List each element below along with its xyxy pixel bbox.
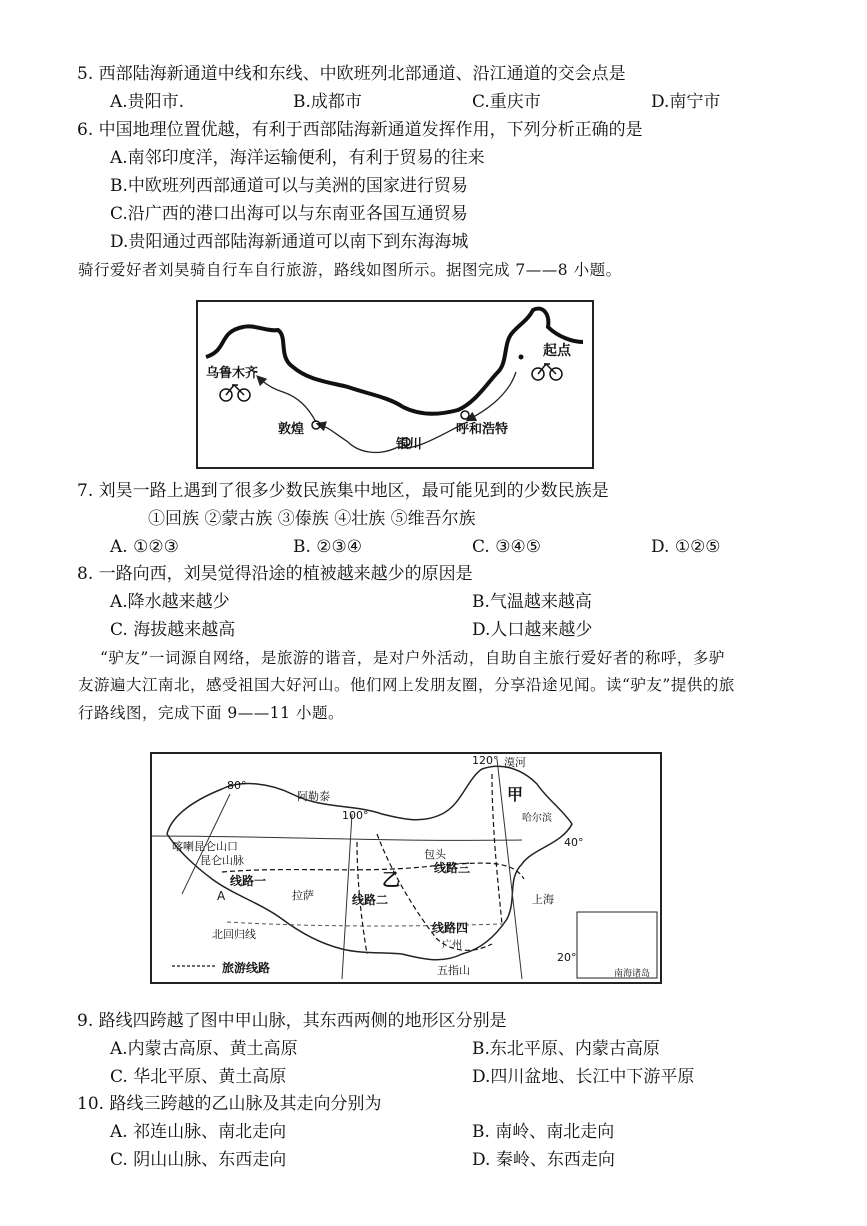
lon-120-label: 120° (472, 754, 499, 767)
yi-label: 乙 (382, 870, 400, 891)
karakoram-pass-label: 喀喇昆仑山口 (172, 840, 238, 853)
q8-stem: 8. 一路向西，刘昊觉得沿途的植被越来越少的原因是 (77, 564, 473, 584)
cycling-route-map (196, 300, 594, 469)
q7-items: ①回族 ②蒙古族 ③傣族 ④壮族 ⑤维吾尔族 (148, 509, 476, 529)
q5-option-c: C.重庆市 (472, 92, 541, 112)
lon-100-label: 100° (342, 809, 369, 822)
lead-9-11-line1: “驴友”一词源自网络，是旅游的谐音，是对户外活动，自助自主旅行爱好者的称呼，多驴 (100, 649, 725, 667)
urumqi-label: 乌鲁木齐 (206, 366, 259, 381)
route-1-label: 线路一 (230, 874, 267, 888)
q7-option-c: C. ③④⑤ (472, 537, 541, 557)
cycling-route-drawing (198, 302, 592, 467)
q10-option-b: B. 南岭、南北走向 (472, 1122, 615, 1142)
q6-option-c: C.沿广西的港口出海可以与东南亚各国互通贸易 (110, 204, 468, 224)
q10-option-d: D. 秦岭、东西走向 (472, 1150, 615, 1170)
dunhuang-label: 敦煌 (278, 422, 305, 437)
point-a-label: A (217, 889, 226, 903)
kunlun-label: 昆仑山脉 (200, 854, 244, 867)
q5-option-b: B.成都市 (293, 92, 362, 112)
travel-route-map (150, 752, 662, 984)
lon-80-label: 80° (227, 779, 247, 792)
q7-option-a: A. ①②③ (110, 537, 179, 557)
q8-option-d: D.人口越来越少 (472, 620, 593, 640)
q10-stem: 10. 路线三跨越的乙山脉及其走向分别为 (77, 1094, 382, 1114)
q8-option-c: C. 海拔越来越高 (110, 620, 236, 640)
route-2-label: 线路二 (352, 893, 389, 907)
lat-20-label: 20° (557, 951, 577, 964)
q9-option-c: C. 华北平原、黄土高原 (110, 1067, 287, 1087)
q6-option-a: A.南邻印度洋，海洋运输便利，有利于贸易的往来 (110, 148, 485, 168)
baotou-label: 包头 (424, 848, 446, 861)
route-4-label: 线路四 (432, 921, 469, 935)
lhasa-label: 拉萨 (292, 889, 314, 902)
lead-9-11-line3: 行路线图，完成下面 9——11 小题。 (78, 704, 344, 722)
harbin-label: 哈尔滨 (522, 813, 552, 824)
q6-option-b: B.中欧班列西部通道可以与美洲的国家进行贸易 (110, 176, 468, 196)
route-3-label: 线路三 (434, 861, 471, 875)
jia-label: 甲 (507, 785, 524, 804)
q7-option-b: B. ②③④ (293, 537, 363, 557)
q8-option-b: B.气温越来越高 (472, 592, 592, 612)
q5-stem: 5. 西部陆海新通道中线和东线、中欧班列北部通道、沿江通道的交会点是 (77, 64, 626, 84)
shanghai-label: 上海 (532, 893, 554, 906)
legend-label: 旅游线路 (222, 961, 271, 975)
wuzhishan-label: 五指山 (437, 964, 470, 977)
q6-stem: 6. 中国地理位置优越，有利于西部陆海新通道发挥作用，下列分析正确的是 (77, 120, 643, 140)
q8-option-a: A.降水越来越少 (110, 592, 230, 612)
lat-40-label: 40° (564, 836, 584, 849)
q9-option-d: D.四川盆地、长江中下游平原 (472, 1067, 695, 1087)
yinchuan-label: 银川 (396, 437, 423, 452)
start-label: 起点 (543, 343, 571, 359)
q5-option-d: D.南宁市 (651, 92, 721, 112)
lead-9-11-line2: 友游遍大江南北，感受祖国大好河山。他们网上发朋友圈，分享沿途见闻。读“驴友”提供的旅 (78, 676, 735, 694)
q5-option-a: A.贵阳市. (110, 92, 185, 112)
q9-option-b: B.东北平原、内蒙古高原 (472, 1039, 660, 1059)
q7-option-d: D. ①②⑤ (651, 537, 721, 557)
lead-7-8: 骑行爱好者刘昊骑自行车自行旅游，路线如图所示。据图完成 7——8 小题。 (78, 261, 622, 279)
q9-stem: 9. 路线四跨越了图中甲山脉，其东西两侧的地形区分别是 (77, 1011, 507, 1031)
q7-stem: 7. 刘昊一路上遇到了很多少数民族集中地区，最可能见到的少数民族是 (77, 481, 609, 501)
bicycle-icon (532, 364, 562, 380)
q10-option-a: A. 祁连山脉、南北走向 (110, 1122, 287, 1142)
guangzhou-label: 广州 (442, 940, 462, 951)
tropic-label: 北回归线 (212, 928, 256, 941)
mohe-label: 漠河 (504, 756, 526, 769)
altay-label: 阿勒泰 (297, 790, 330, 803)
q9-option-a: A.内蒙古高原、黄土高原 (110, 1039, 298, 1059)
inset-label: 南海诸岛 (614, 969, 651, 979)
hohhot-label: 呼和浩特 (456, 422, 509, 437)
q10-option-c: C. 阴山山脉、东西走向 (110, 1150, 287, 1170)
q6-option-d: D.贵阳通过西部陆海新通道可以南下到东海海城 (110, 232, 469, 252)
bicycle-icon (220, 385, 250, 401)
